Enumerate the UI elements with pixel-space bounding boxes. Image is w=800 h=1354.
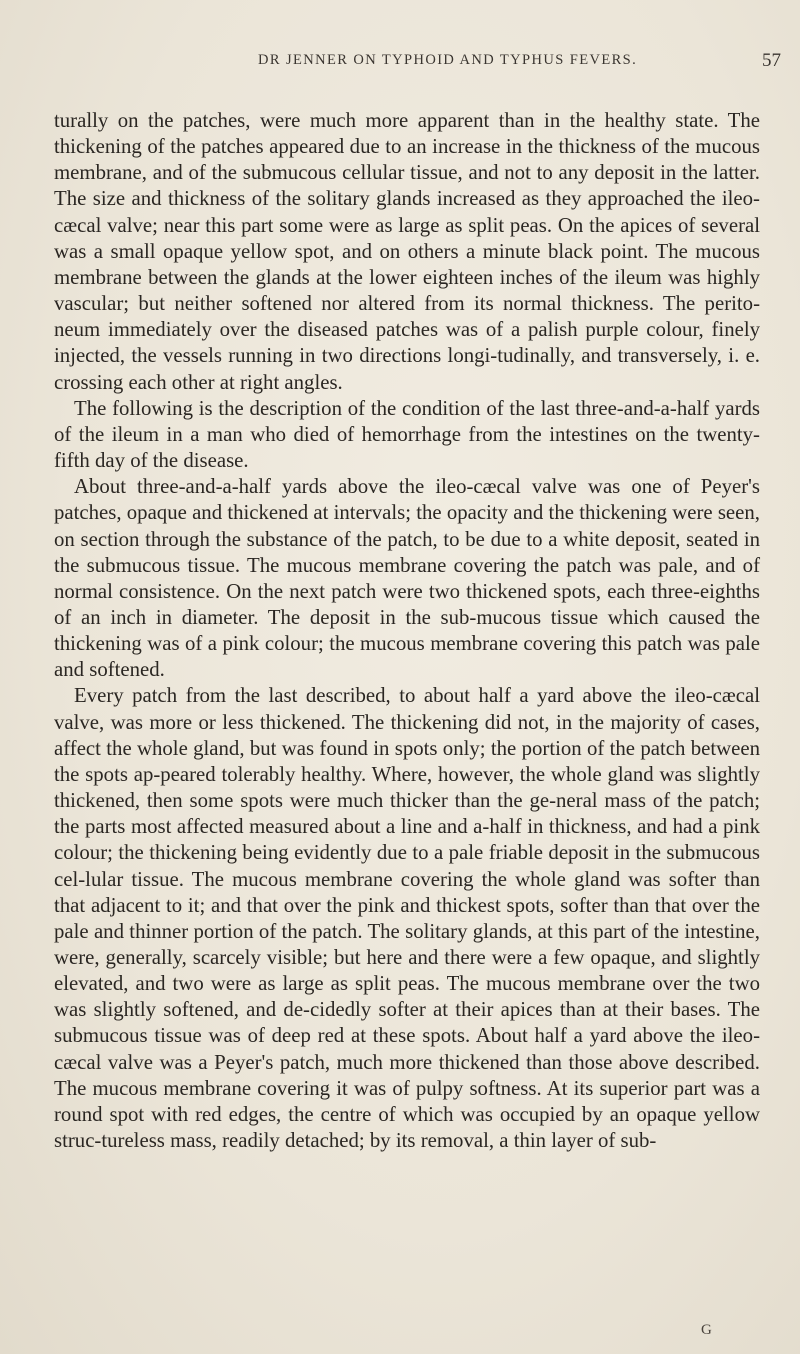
- paragraph-2: The following is the description of the condition of the last three-and-a-half yards of the ileum in a man who died of hemorrhage from the intestines on the twenty-fifth day of the disease.: [54, 396, 760, 473]
- paragraph-1: turally on the patches, were much more apparent than in the healthy state. The thickening of the patches appeared due to an increase in the thickness of the mucous membrane, and of the submucous cellular tissue, and not to any deposit in the latter. The size and thickness of the solitary glands increased as they approached the ileo-cæcal valve; near this part some were as large as split peas. On the apices of several was a small opaque yellow spot, and on others a minute black point. The mucous membrane between the glands at the lower eighteen inches of the ileum was highly vascular; but neither softened nor altered from its normal thickness. The perito-neum immediately over the diseased patches was of a palish purple colour, finely injected, the vessels running in two directions longi-tudinally, and transversely, i. e. crossing each other at right angles.: [54, 109, 760, 394]
- signature-mark: G: [701, 1322, 712, 1338]
- paragraph-4: Every patch from the last described, to about half a yard above the ileo-cæcal valve, was more or less thickened. The thickening did not, in the majority of cases, affect the whole gland, but was found in spots only; the portion of the patch between the spots ap-peared tolerably healthy. Where, however, the whole gland was slightly thickened, then some spots were much thicker than the ge-neral mass of the patch; the parts most affected measured about a line and a-half in thickness, and had a pink colour; the thickening being evidently due to a pale friable deposit in the submucous cel-lular tissue. The mucous membrane covering the whole gland was softer than that adjacent to it; and that over the pink and thickest spots, softer than that over the pale and thinner portion of the patch. The solitary glands, at this part of the intestine, were, generally, scarcely visible; but here and there were a few opaque, and slightly elevated, and two were as large as split peas. The mucous membrane over the two was slightly softened, and de-cidedly softer at their apices than at their bases. The submucous tissue was of deep red at these spots. About half a yard above the ileo-cæcal valve was a Peyer's patch, much more thickened than those above described. The mucous membrane covering it was of pulpy softness. At its superior part was a round spot with red edges, the centre of which was occupied by an opaque yellow struc-tureless mass, readily detached; by its removal, a thin layer of sub-: [54, 684, 760, 1153]
- page-number: 57: [762, 50, 781, 71]
- body-text: [54, 108, 760, 1154]
- paragraph-3: About three-and-a-half yards above the ileo-cæcal valve was one of Peyer's patches, opaque and thickened at intervals; the opacity and the thickening were seen, on section through the substance of the patch, to be due to a white deposit, seated in the submucous tissue. The mucous membrane covering the patch was pale, and of normal consistence. On the next patch were two thickened spots, each three-eighths of an inch in diameter. The deposit in the sub-mucous tissue which caused the thickening was of a pink colour; the mucous membrane covering this patch was pale and softened.: [54, 475, 760, 682]
- running-head: DR JENNER ON TYPHOID AND TYPHUS FEVERS.: [258, 52, 638, 68]
- page-header: [0, 52, 800, 76]
